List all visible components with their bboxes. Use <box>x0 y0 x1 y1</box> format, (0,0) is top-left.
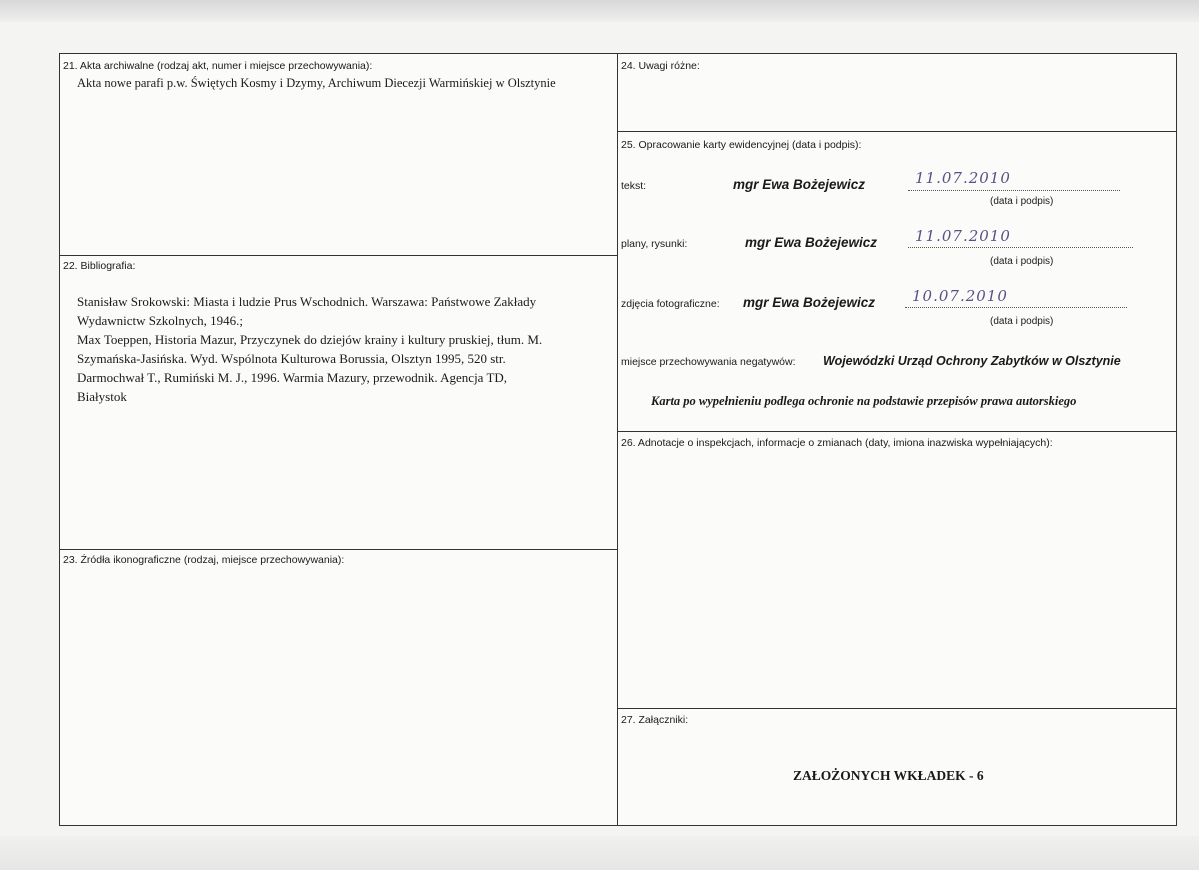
bibliography-line: Wydawnictw Szkolnych, 1946.; <box>77 313 244 328</box>
copyright-notice: Karta po wypełnieniu podlega ochronie na podstawie przepisów prawa autorskiego <box>651 394 1077 408</box>
field-26-label: 26. Adnotacje o inspekcjach, informacje o zmianach (daty, imiona inazwiska wypełniających): <box>621 437 1053 449</box>
row-photos-dotted-line <box>905 307 1127 308</box>
bibliography-line: Max Toeppen, Historia Mazur, Przyczynek do dziejów krainy i kultury pruskiej, tłum. M. <box>77 332 543 347</box>
field-21-value: Akta nowe parafi p.w. Świętych Kosmy i Dzymy, Archiwum Diecezji Warmińskiej w Olsztynie <box>77 76 556 90</box>
field-22-label: 22. Bibliografia: <box>63 260 136 272</box>
row-plans-label: plany, rysunki: <box>621 238 688 250</box>
divider-24-25 <box>617 131 1177 132</box>
divider-22-23 <box>60 549 617 550</box>
row-text-dotted-line <box>908 190 1120 191</box>
field-21-label: 21. Akta archiwalne (rodzaj akt, numer i miejsce przechowywania): <box>63 60 373 72</box>
field-23-label: 23. Źródła ikonograficzne (rodzaj, miejsce przechowywania): <box>63 554 345 566</box>
bibliography-line: Stanisław Srokowski: Miasta i ludzie Prus Wschodnich. Warszawa: Państwowe Zakłady <box>77 294 537 309</box>
negatives-location: Wojewódzki Urząd Ochrony Zabytków w Olsztynie <box>823 354 1121 368</box>
field-22-bibliography <box>77 292 542 406</box>
bibliography-line: Szymańska-Jasińska. Wyd. Wspólnota Kulturowa Borussia, Olsztyn 1995, 520 str. <box>77 351 506 366</box>
row-text-caption: (data i podpis) <box>990 196 1054 207</box>
row-photos-label: zdjęcia fotograficzne: <box>621 298 720 310</box>
row-photos-date-signature: 10.07.2010 <box>912 287 1008 305</box>
scan-top-edge <box>0 0 1199 22</box>
row-text-label: tekst: <box>621 180 647 192</box>
field-24-label: 24. Uwagi różne: <box>621 60 700 72</box>
scan-bottom-edge <box>0 836 1199 870</box>
row-photos-author: mgr Ewa Bożejewicz <box>743 295 876 310</box>
divider-26-27 <box>617 708 1177 709</box>
field-27-label: 27. Załączniki: <box>621 714 689 726</box>
attachments-value: ZAŁOŻONYCH WKŁADEK - 6 <box>793 768 984 783</box>
row-text-author: mgr Ewa Bożejewicz <box>733 177 866 192</box>
negatives-label: miejsce przechowywania negatywów: <box>621 356 796 368</box>
bibliography-line: Białystok <box>77 389 127 404</box>
bibliography-line: Darmochwał T., Rumiński M. J., 1996. Warmia Mazury, przewodnik. Agencja TD, <box>77 370 508 385</box>
divider-21-22 <box>60 255 617 256</box>
row-plans-caption: (data i podpis) <box>990 256 1054 267</box>
divider-25-26 <box>617 431 1177 432</box>
row-plans-date-signature: 11.07.2010 <box>915 227 1011 245</box>
row-plans-dotted-line <box>908 247 1133 248</box>
column-divider <box>617 54 618 825</box>
row-text-date-signature: 11.07.2010 <box>915 169 1011 187</box>
row-photos-caption: (data i podpis) <box>990 316 1054 327</box>
row-plans-author: mgr Ewa Bożejewicz <box>745 235 878 250</box>
record-card-form <box>59 53 1177 826</box>
field-25-label: 25. Opracowanie karty ewidencyjnej (data i podpis): <box>621 139 862 151</box>
